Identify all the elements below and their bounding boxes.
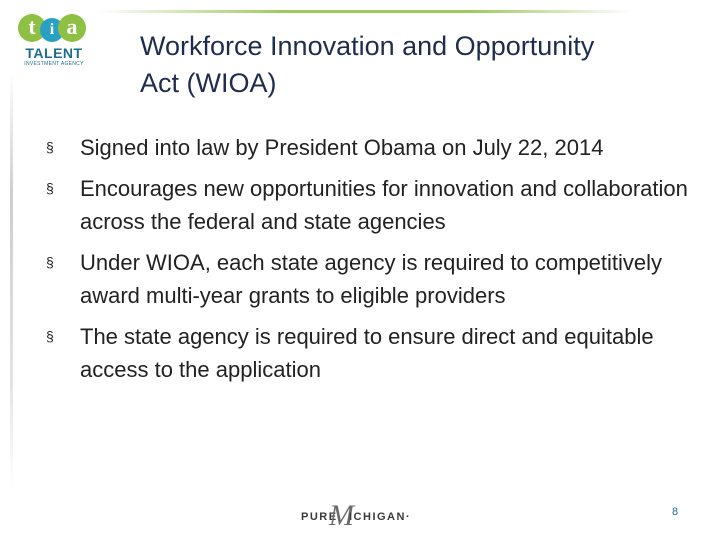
pure-michigan-logo: [297, 501, 425, 535]
logo-word: TALENT: [25, 45, 83, 61]
top-accent-line: [96, 10, 632, 13]
page-number: 8: [671, 506, 679, 518]
talent-investment-agency-logo: [14, 14, 94, 68]
title-line-1: Workforce Innovation and Opportunity: [140, 31, 595, 61]
logo-letter-a: a: [58, 14, 86, 42]
bullet-item: [46, 320, 696, 386]
bullet-text: Signed into law by President Obama on July 22, 2014: [80, 135, 604, 160]
slide-title: [140, 28, 680, 102]
pure-michigan-left: PURE: [301, 511, 338, 523]
bullet-item: [46, 246, 696, 312]
bullet-text: The state agency is required to ensure direct and equitable access to the application: [80, 324, 654, 382]
bullet-text: Encourages new opportunities for innovation and collaboration across the federal and state agencies: [80, 176, 688, 234]
bullet-marker-icon: §: [46, 180, 54, 196]
bullet-marker-icon: §: [46, 328, 54, 344]
bullet-item: [46, 131, 696, 164]
bullet-marker-icon: §: [46, 254, 54, 270]
logo-circles: [18, 14, 90, 46]
logo-subtitle: INVESTMENT AGENCY: [24, 61, 84, 67]
title-line-2: Act (WIOA): [140, 68, 277, 98]
bullet-item: [46, 172, 696, 238]
pure-michigan-right: ICHIGAN·: [349, 511, 412, 523]
bullet-marker-icon: §: [46, 139, 54, 155]
bullet-list: [46, 131, 696, 394]
pure-michigan-m-mark: M: [329, 499, 354, 532]
left-accent-line: [10, 70, 13, 490]
logo-letter-t: t: [18, 14, 46, 42]
logo-letter-i: i: [40, 18, 64, 42]
bullet-text: Under WIOA, each state agency is required to competitively award multi-year grants to eligible providers: [80, 250, 663, 308]
